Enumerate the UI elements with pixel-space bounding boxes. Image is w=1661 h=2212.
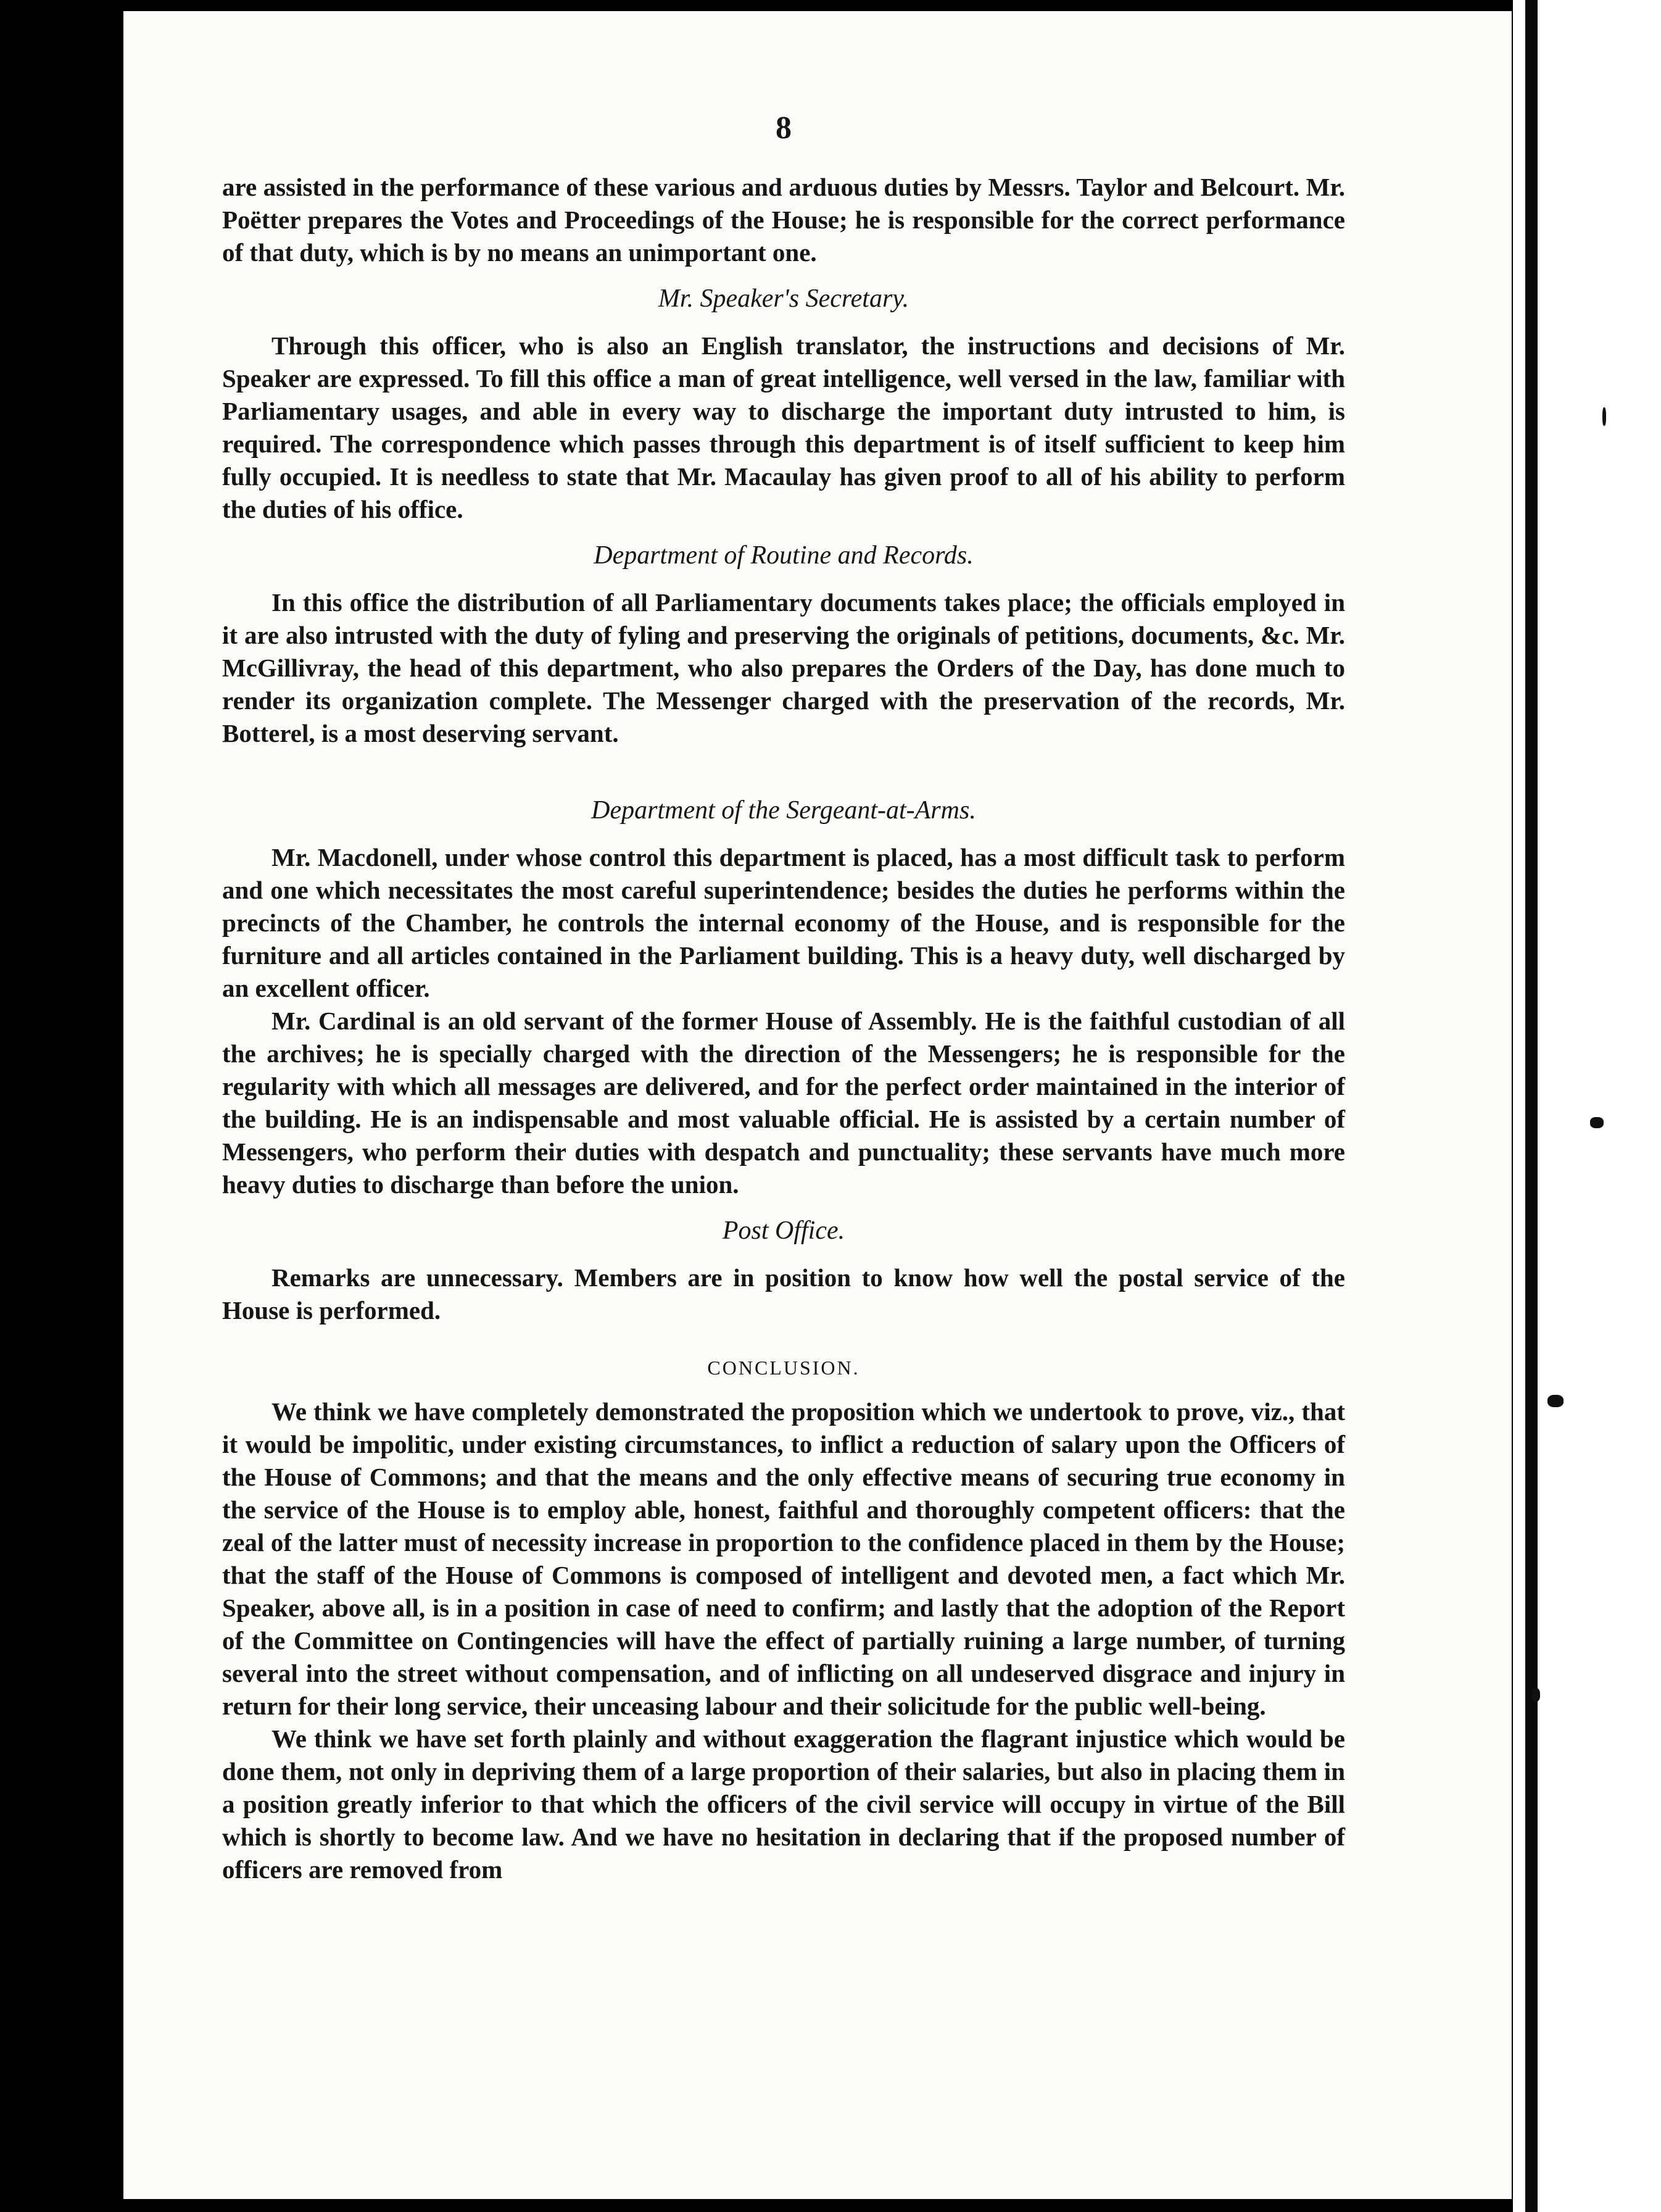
scan-speck — [1547, 1395, 1564, 1407]
section-heading-speakers-secretary: Mr. Speaker's Secretary. — [658, 285, 909, 313]
paragraph-conclusion-2: We think we have set forth plainly and without exaggeration the flagrant injustice which would be done them, not only in depriving them of a large proportion of their salaries, but also in placing them in a position greatly inferior to that which the officers of the civil service will occupy in virtue of the Bill which is shortly to become law. And we have no hesitation in declaring that if the proposed number of officers are removed from — [222, 1724, 1345, 1884]
section-heading-post-office: Post Office. — [722, 1216, 845, 1245]
section-heading-sergeant-at-arms: Department of the Sergeant-at-Arms. — [591, 796, 976, 825]
paragraph-post-office: Remarks are unnecessary. Members are in position to know how well the postal service of the House is performed. — [222, 1263, 1345, 1324]
paragraph-routine-records: In this office the distribution of all Parliamentary documents takes place; the officials employed in it are also intrusted with the duty of fyling and preserving the originals of petitions, documents, &c. Mr. McGillivray, the head of this department, who also prepares the Orders of the Day, has done much to render its organization complete. The Messenger charged with the preservation of the records, Mr. Botterel, is a most deserving servant. — [222, 588, 1345, 747]
page-number: 8 — [776, 110, 792, 146]
paragraph-sergeant-at-arms-1: Mr. Macdonell, under whose control this department is placed, has a most difficult task to perform and one which necessitates the most careful superintendence; besides the duties he performs within the precincts of the Chamber, he controls the internal economy of the House, and is responsible for the furniture and all articles contained in the Parliament building. This is a heavy duty, well discharged by an excellent officer. — [222, 843, 1345, 1002]
paragraph-conclusion-1: We think we have completely demonstrated the proposition which we undertook to prove, viz., that it would be impolitic, under existing circumstances, to inflict a reduction of salary upon the Officers of the House of Commons; and that the means and the only effective means of securing true economy in the service of the House is to employ able, honest, faithful and thoroughly competent officers: that the zeal of the latter must of necessity increase in proportion to the confidence placed in them by the House; that the staff of the House of Commons is composed of intelligent and devoted men, a fact which Mr. Speaker, above all, is in a position in case of need to confirm; and lastly that the adoption of the Report of the Committee on Contingencies will have the effect of partially ruining a large number, of turning several into the street without compensation, and of inflicting on all undeserved disgrace and injury in return for their long service, their unceasing labour and their solicitude for the public well-being. — [222, 1397, 1345, 1720]
scan-speck — [1602, 407, 1606, 426]
scan-margin-strip — [1513, 0, 1661, 2212]
page-content — [222, 110, 1345, 1886]
section-heading-routine-records: Department of Routine and Records. — [594, 541, 974, 570]
paragraph-sergeant-at-arms-2: Mr. Cardinal is an old servant of the former House of Assembly. He is the faithful custodian of all the archives; he is specially charged with the direction of the Messengers; he is responsible for the regularity with which all messages are delivered, and for the perfect order maintained in the interior of the building. He is an indispensable and most valuable official. He is assisted by a certain number of Messengers, who perform their duties with despatch and punctuality; these servants have much more heavy duties to discharge than before the union. — [222, 1007, 1345, 1199]
scan-speck — [1590, 1117, 1604, 1128]
opening-paragraph: are assisted in the performance of these various and arduous duties by Messrs. Taylor and Belcourt. Mr. Poëtter prepares the Votes and Proceedings of the House; he is responsible for the correct performance of that duty, which is by no means an unimportant one. — [222, 173, 1345, 267]
scan-speck — [1531, 1688, 1540, 1702]
paragraph-speakers-secretary: Through this officer, who is also an English translator, the instructions and decisions of Mr. Speaker are expressed. To fill this office a man of great intelligence, well versed in the law, familiar with Parliamentary usages, and able in every way to discharge the important duty intrusted to him, is required. The correspondence which passes through this department is of itself sufficient to keep him fully occupied. It is needless to state that Mr. Macaulay has given proof to all of his ability to perform the duties of his office. — [222, 331, 1345, 523]
section-heading-conclusion: CONCLUSION. — [707, 1357, 860, 1379]
binding-edge-line — [1525, 0, 1538, 2212]
document-page — [123, 11, 1512, 2199]
